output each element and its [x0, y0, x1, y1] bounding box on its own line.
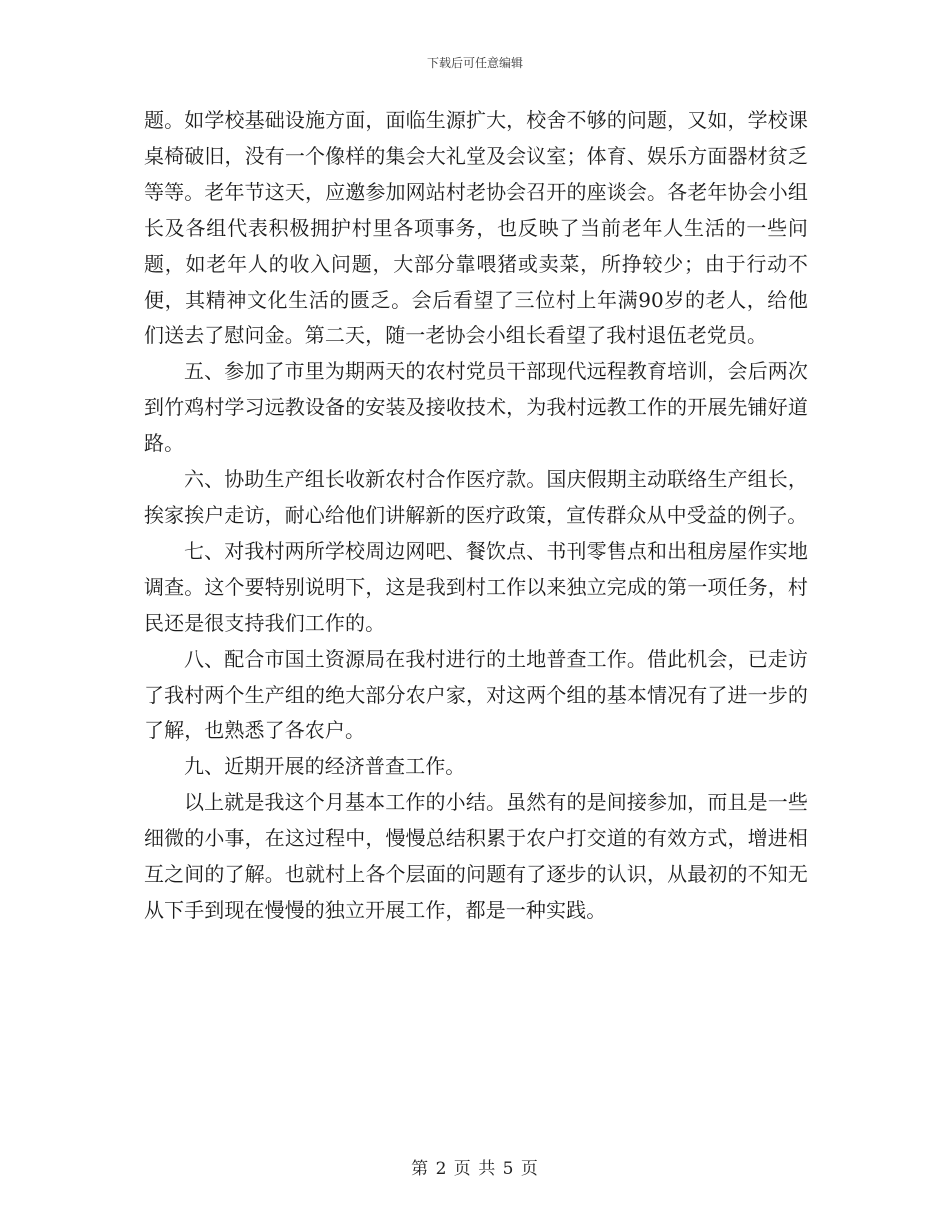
document-body [144, 103, 808, 929]
paragraph-item-9: 九、近期开展的经济普查工作。 [184, 754, 466, 779]
paragraph-continued: 题。如学校基础设施方面，面临生源扩大，校舍不够的问题，又如，学校课桌椅破旧，没有一个像样的集会大礼堂及会议室；体育、娱乐方面器材贫乏等等。老年节这天，应邀参加网站村老协会召开的座谈会。各老年协会小组长及各组代表积极拥护村里各项事务，也反映了当前老年人生活的一些问题，如老年人的收入问题，大部分靠喂猪或卖菜，所挣较少；由于行动不便，其精神文化生活的匮乏。会后看望了三位村上年满90岁的老人，给他们送去了慰问金。第二天，随一老协会小组长看望了我村退伍老党员。 [144, 108, 808, 348]
paragraph-item-6: 六、协助生产组长收新农村合作医疗款。国庆假期主动联络生产组长，挨家挨户走访，耐心给他们讲解新的医疗政策，宣传群众从中受益的例子。 [144, 467, 808, 527]
paragraph-item-8: 八、配合市国土资源局在我村进行的土地普查工作。借此机会，已走访了我村两个生产组的绝大部分农户家，对这两个组的基本情况有了进一步的了解，也熟悉了各农户。 [144, 646, 808, 743]
paragraph-summary: 以上就是我这个月基本工作的小结。虽然有的是间接参加，而且是一些细微的小事，在这过程中，慢慢总结积累于农户打交道的有效方式，增进相互之间的了解。也就村上各个层面的问题有了逐步的认识，从最初的不知无从下手到现在慢慢的独立开展工作，都是一种实践。 [144, 790, 808, 922]
paragraph-item-7: 七、对我村两所学校周边网吧、餐饮点、书刊零售点和出租房屋作实地调查。这个要特别说明下，这是我到村工作以来独立完成的第一项任务，村民还是很支持我们工作的。 [144, 538, 808, 635]
paragraph-item-5: 五、参加了市里为期两天的农村党员干部现代远程教育培训，会后两次到竹鸡村学习远教设备的安装及接收技术，为我村远教工作的开展先铺好道路。 [144, 359, 808, 456]
page-header: 下载后可任意编辑 [426, 56, 523, 70]
page-number-footer: 第 2 页 共 5 页 [411, 1159, 539, 1179]
